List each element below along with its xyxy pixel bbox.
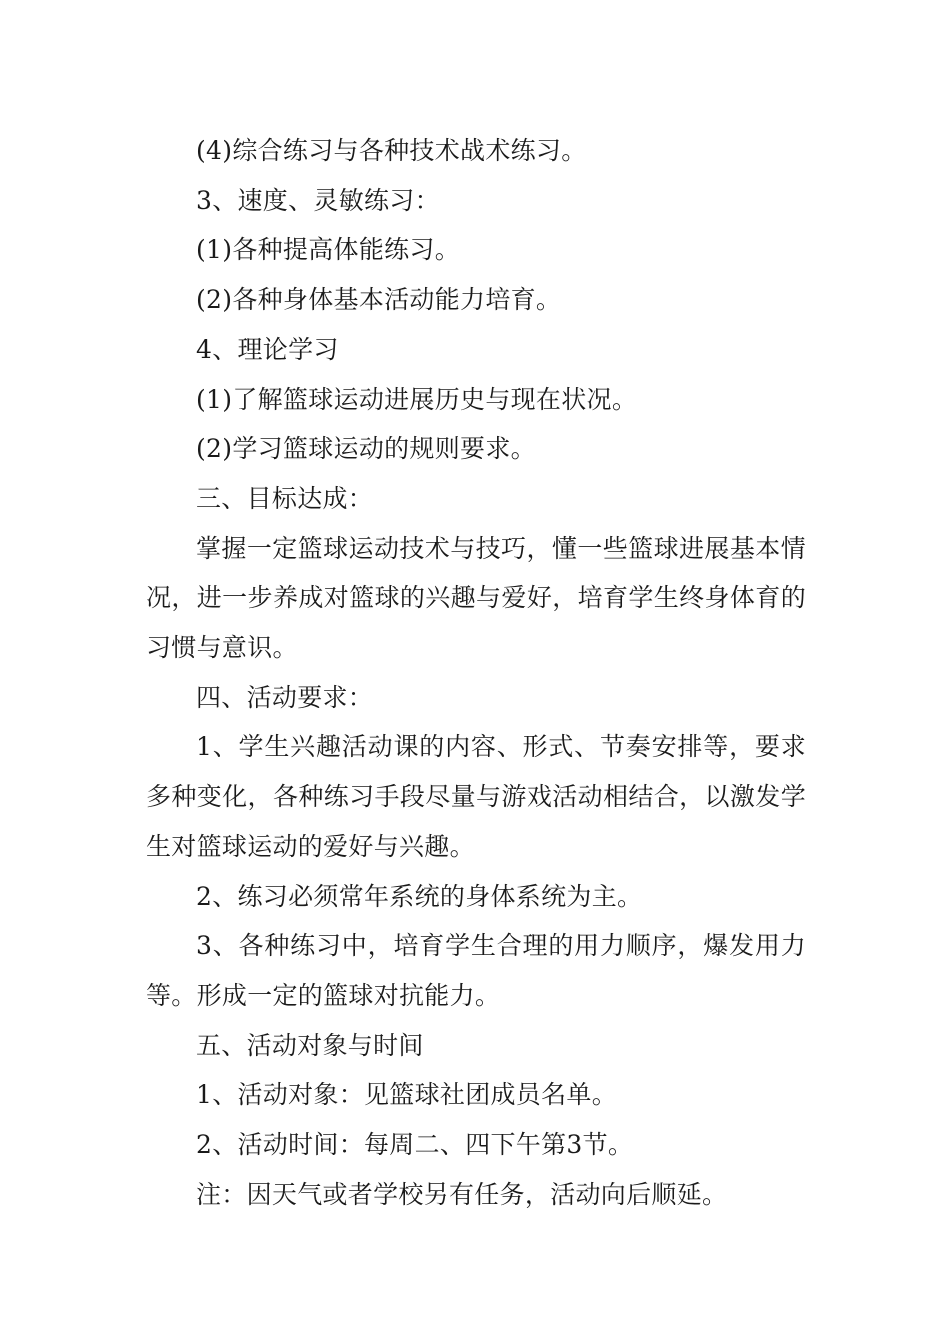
paragraph-item-1-fitness: (1)各种提高体能练习。 [196, 235, 461, 265]
section-heading-speed-agility: 3、速度、灵敏练习： [196, 185, 440, 215]
section-heading-theory: 4、理论学习 [196, 334, 339, 364]
paragraph-requirement-3: 3、各种练习中，培育学生合理的用力顺序，爆发用力等。形成一定的篮球对抗能力。 [146, 931, 806, 1010]
paragraph-item-4-combined-practice: (4)综合练习与各种技术战术练习。 [196, 136, 587, 165]
paragraph-item-2-rules: (2)学习篮球运动的规则要求。 [196, 434, 536, 464]
paragraph-participants: 1、活动对象：见篮球社团成员名单。 [196, 1080, 618, 1110]
paragraph-item-2-basic-ability: (2)各种身体基本活动能力培育。 [196, 285, 562, 315]
paragraph-requirement-2: 2、练习必须常年系统的身体系统为主。 [196, 881, 643, 911]
paragraph-goals-body: 掌握一定篮球运动技术与技巧，懂一些篮球进展基本情况，进一步养成对篮球的兴趣与爱好，培育学生终身体育的习惯与意识。 [146, 533, 806, 663]
paragraph-note: 注：因天气或者学校另有任务，活动向后顺延。 [196, 1179, 728, 1209]
section-heading-goals: 三、目标达成： [196, 483, 374, 513]
section-heading-requirements: 四、活动要求： [196, 682, 374, 712]
section-heading-participants-time: 五、活动对象与时间 [196, 1030, 424, 1060]
paragraph-item-1-history: (1)了解篮球运动进展历史与现在状况。 [196, 384, 638, 414]
paragraph-requirement-1: 1、学生兴趣活动课的内容、形式、节奏安排等，要求多种变化，各种练习手段尽量与游戏活动相结合，以激发学生对篮球运动的爱好与兴趣。 [146, 732, 806, 861]
document-body [146, 126, 806, 1219]
paragraph-schedule: 2、活动时间：每周二、四下午第3节。 [196, 1130, 634, 1160]
